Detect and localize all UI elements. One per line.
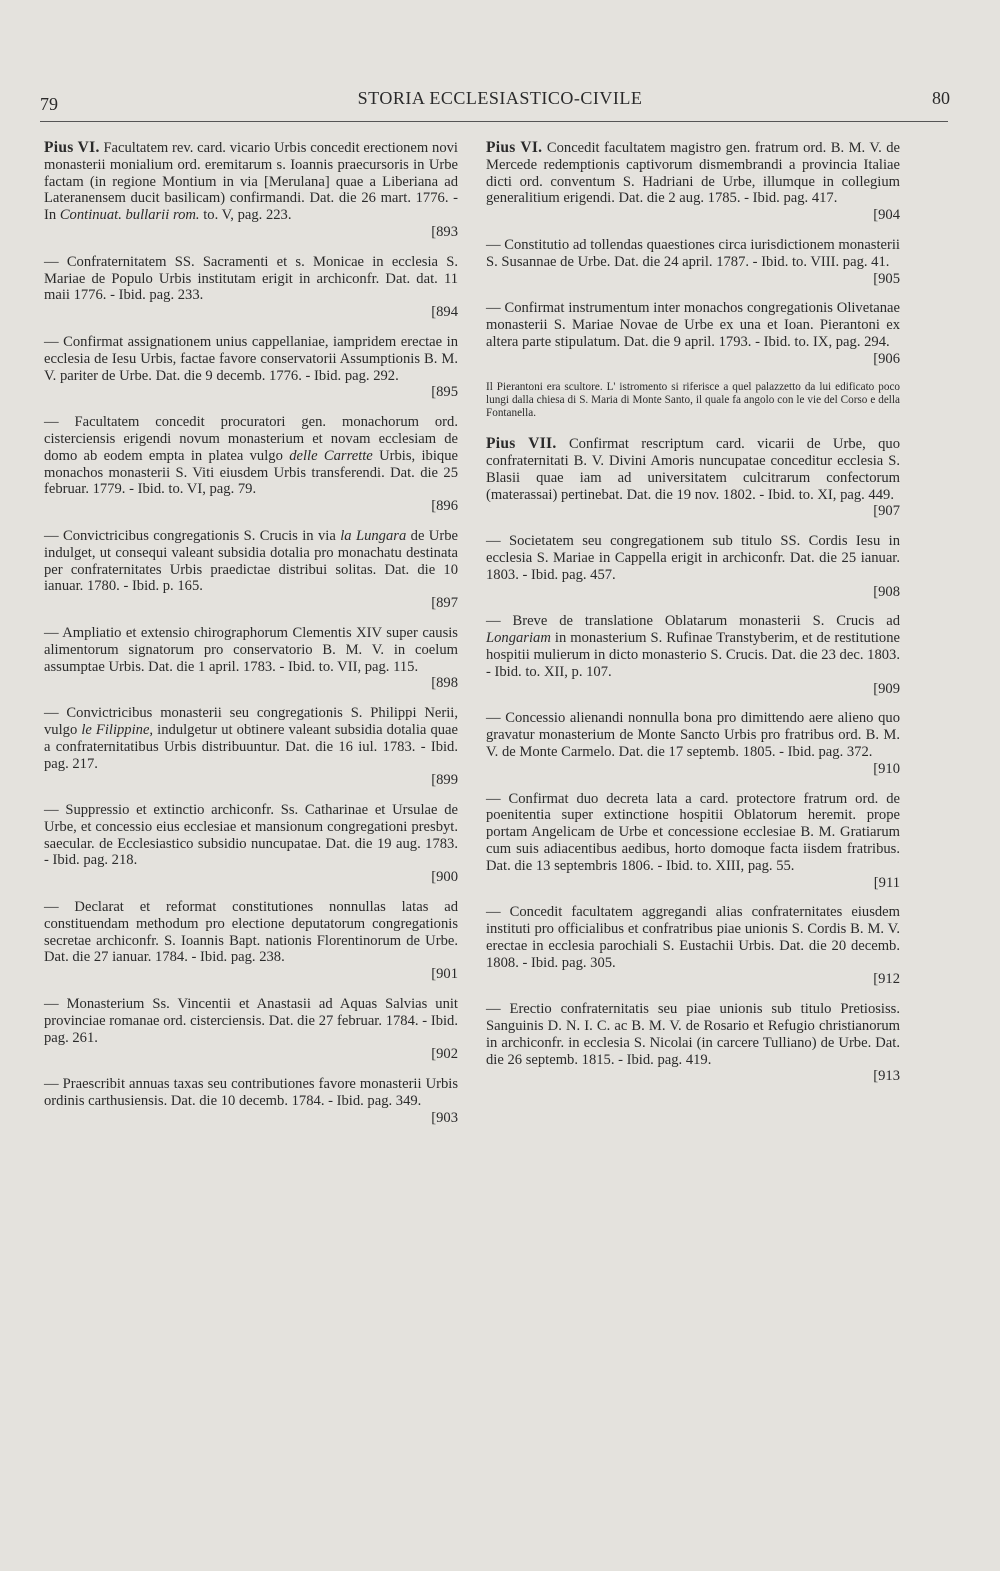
entry [44,140,458,241]
entry [44,899,458,983]
entry [44,996,458,1063]
entry-italic: Longariam [486,630,551,647]
pope-name: Pius VI. [44,139,100,156]
entry-text: — Confirmat duo decreta lata a card. protectore fratrum ord. de poenitentia super extinctione hospitii Oblatorum heremit. prope portam Angelicam de Urbe et concessione ecclesiae B. M. Gratiarum cum suis adiacentibus aedibus, horto domoque facta iisdem fratribus. Dat. die 13 septembris 1806. - Ibid. to. XIII, pag. 55. [486,790,900,874]
footnote: Il Pierantoni era scultore. L' istromento si riferisce a quel palazzetto da lui edificato poco lungi dalla chiesa di S. Maria di Monte Santo, il quale fa angolo con le vie del Corso e della Fontanella. [486,380,900,419]
entry [486,300,900,367]
entry-text: — Convictricibus congregationis S. Crucis in via [44,527,336,544]
entry-text: — Convictricibus monasterii seu congregationis S. Philippi Nerii, vulgo [44,705,458,738]
entry-text: — Suppressio et extinctio archiconfr. Ss. Catharinae et Ursulae de Urbe, et concessio eius ecclesiae et mansionum congregationi presbyt. saecular. de Ecclesiastico subsidio nuncupatae. Dat. die 19 aug. 1783. - Ibid. pag. 218. [44,802,458,869]
entry-italic: la Lungara [340,527,407,544]
entry [44,802,458,886]
page-number-right: 80 [932,88,950,108]
pope-name: Pius VII. [486,435,557,453]
entry-number: [904 [873,207,900,224]
entry [486,140,900,224]
entry-number: [913 [873,1068,900,1085]
entry-text: Confirmat rescriptum card. vicarii de Urbe, quo confraternitati B. V. Divini Amoris nuncupatae conceditur ecclesia S. Blasii quae iam ad universitatem culcitrarum confectorum (materassai) pertinebat. Dat. die 19 nov. 1802. - Ibid. to. XI, pag. 449. [486,436,900,503]
entry-italic: le Filippine, [81,721,154,738]
entry-text: — Erectio confraternitatis seu piae unionis sub titulo Pretiosiss. Sanguinis D. N. I. C. ac B. M. V. de Rosario et Refugio christianorum in archiconfr. in ecclesia S. Nicolai (in carcere Tulliano) de Urbe. Dat. die 26 septemb. 1815. - Ibid. pag. 419. [486,1001,900,1068]
page-number-left: 79 [40,94,58,114]
entry-text: — Concessio alienandi nonnulla bona pro dimittendo aere alieno quo gravatur monasterium de Monte Sancto Urbis pro fratribus ord. B. M. V. de Monte Carmelo. Dat. die 17 septemb. 1805. - Ibid. pag. 372. [486,710,900,760]
entry-text: — Confirmat assignationem unius cappellaniae, iampridem erectae in ecclesia de Iesu Urbis, factae favore conservatorii Assumptionis B. M. V. pariter de Urbe. Dat. die 9 decemb. 1776. - Ibid. pag. 292. [44,333,458,384]
entry [44,254,458,321]
entry-text: — Confraternitatem SS. Sacramenti et s. Monicae in ecclesia S. Mariae de Populo Urbis institutam erigit in archiconfr. Dat. dat. 11 maii 1776. - Ibid. pag. 233. [44,253,458,304]
left-column [44,140,458,1140]
entry-number: [909 [873,680,900,697]
entry-text-cont: in monasterium S. Rufinae Transtyberim, et de restitutione hospitii mulierum in dicto monasterio S. Crucis. Dat. die 23 dec. 1803. - Ibid. to. XII, p. 107. [486,630,900,680]
pope-name: Pius VI. [486,139,543,156]
entry [44,334,458,401]
entry [486,710,900,777]
entry-text: — Societatem seu congregationem sub titulo SS. Cordis Iesu in ecclesia S. Mariae in Cappella erigit in archiconfr. Dat. die 25 ianuar. 1803. - Ibid. pag. 457. [486,533,900,583]
entry [44,414,458,515]
entry [486,237,900,287]
entry-number: [900 [431,869,458,886]
entry-text: — Constitutio ad tollendas quaestiones circa iurisdictionem monasterii S. Susannae de Urbe. Dat. die 24 april. 1787. - Ibid. to. VIII. pag. 41. [486,236,900,270]
entry-number: [908 [873,583,900,600]
entry-text: — Declarat et reformat constitutiones nonnullas latas ad constituendam methodum pro electione deputatorum congregationis secretae archiconfr. S. Ioannis Bapt. nationis Florentinorum de Urbe. Dat. die 27 ianuar. 1784. - Ibid. pag. 238. [44,899,458,966]
right-column [486,140,900,1098]
entry-number: [899 [431,772,458,789]
entry-number: [911 [873,874,900,891]
entry-number: [901 [431,966,458,983]
entry-text-cont: Urbis, ibique monachos monasterii S. Viti eiusdem Urbis transferendi. Dat. die 25 februar. 1779. - Ibid. to. VI, pag. 79. [44,447,458,498]
entry-number: [894 [431,304,458,321]
entry [44,705,458,789]
entry [486,613,900,697]
entry [486,436,900,520]
entry-number: [906 [873,350,900,367]
entry-number: [905 [873,270,900,287]
entry-text-cont: indulgetur ut obtinere valeant subsidia dotalia quae a confraternitatibus Urbis distribuuntur. Dat. die 16 iul. 1783. - Ibid. pag. 217. [44,721,458,772]
entry [44,1076,458,1126]
entry-number: [896 [431,498,458,515]
entry-text-cont: to. V, pag. 223. [203,207,292,224]
entry-number: [910 [873,760,900,777]
entry-italic: delle Carrette [289,447,373,464]
entry-text: — Ampliatio et extensio chirographorum Clementis XIV super causis alimentorum signatorum pro conservatorio B. M. V. in coelum assumptae Urbis. Dat. die 1 april. 1783. - Ibid. to. VII, pag. 115. [44,624,458,675]
entry [486,791,900,892]
entry-text-cont: de Urbe indulget, ut consequi valeant subsidia dotalia pro monachatu destinata per confraternitates Urbis praedictae distribui solitas. Dat. die 10 ianuar. 1780. - Ibid. p. 165. [44,527,458,595]
entry-number: [912 [873,971,900,988]
entry-number: [897 [431,595,458,612]
entry-number: [907 [873,503,900,520]
entry-text: — Breve de translatione Oblatarum monasterii S. Crucis ad [486,613,900,630]
running-head: STORIA ECCLESIASTICO-CIVILE [357,88,643,108]
entry-text: — Praescribit annuas taxas seu contributiones favore monasterii Urbis ordinis carthusiensis. Dat. die 10 decemb. 1784. - Ibid. pag. 349. [44,1076,458,1110]
entry [44,625,458,692]
header-rule [40,121,948,122]
entry-text: — Facultatem concedit procuratori gen. monachorum ord. cisterciensis erigendi novum monasterium et novam ecclesiam de domo ab eodem empta in platea vulgo [44,414,458,464]
entry-number: [898 [431,675,458,692]
entry-text: Facultatem rev. card. vicario Urbis concedit erectionem novi monasterii monialium ord. eremitarum s. Ioannis praecursoris in Urbe factam (in regione Montium in via [Merulana] quae a Liberiana ad Lateranensem ducit basilicam) confirmandi. Dat. die 26 mart. 1776. - In [44,140,458,224]
entry-text: — Confirmat instrumentum inter monachos congregationis Olivetanae monasterii S. Mariae Novae de Urbe ex una et Ioan. Pierantoni ex altera parte stipulatum. Dat. die 9 april. 1793. - Ibid. to. IX, pag. 294. [486,300,900,350]
entry [44,528,458,612]
entry-number: [893 [431,223,458,240]
entry-number: [902 [431,1046,458,1063]
entry-text: — Concedit facultatem aggregandi alias confraternitates eiusdem instituti pro officialibus et confratribus piae unionis S. Cordis B. M. V. erectae in ecclesia parochiali S. Eustachii Urbis. Dat. die 20 decemb. 1808. - Ibid. pag. 305. [486,904,900,971]
entry [486,533,900,600]
entry-text: — Monasterium Ss. Vincentii et Anastasii ad Aquas Salvias unit provinciae romanae ord. cisterciensis. Dat. die 27 februar. 1784. - Ibid. pag. 261. [44,996,458,1046]
entry-text: Concedit facultatem magistro gen. fratrum ord. B. M. V. de Mercede redemptionis captivorum dismembrandi a provincia Italiae dicti ord. conventum S. Hadriani de Urbe, illumque in collegium generalitium erigendi. Dat. die 2 aug. 1785. - Ibid. pag. 417. [486,140,900,207]
entry [486,904,900,988]
entry-number: [903 [431,1109,458,1126]
entry-italic: Continuat. bullarii rom. [59,207,200,224]
entry-number: [895 [431,384,458,401]
entry [486,1001,900,1085]
page-header [40,88,960,118]
